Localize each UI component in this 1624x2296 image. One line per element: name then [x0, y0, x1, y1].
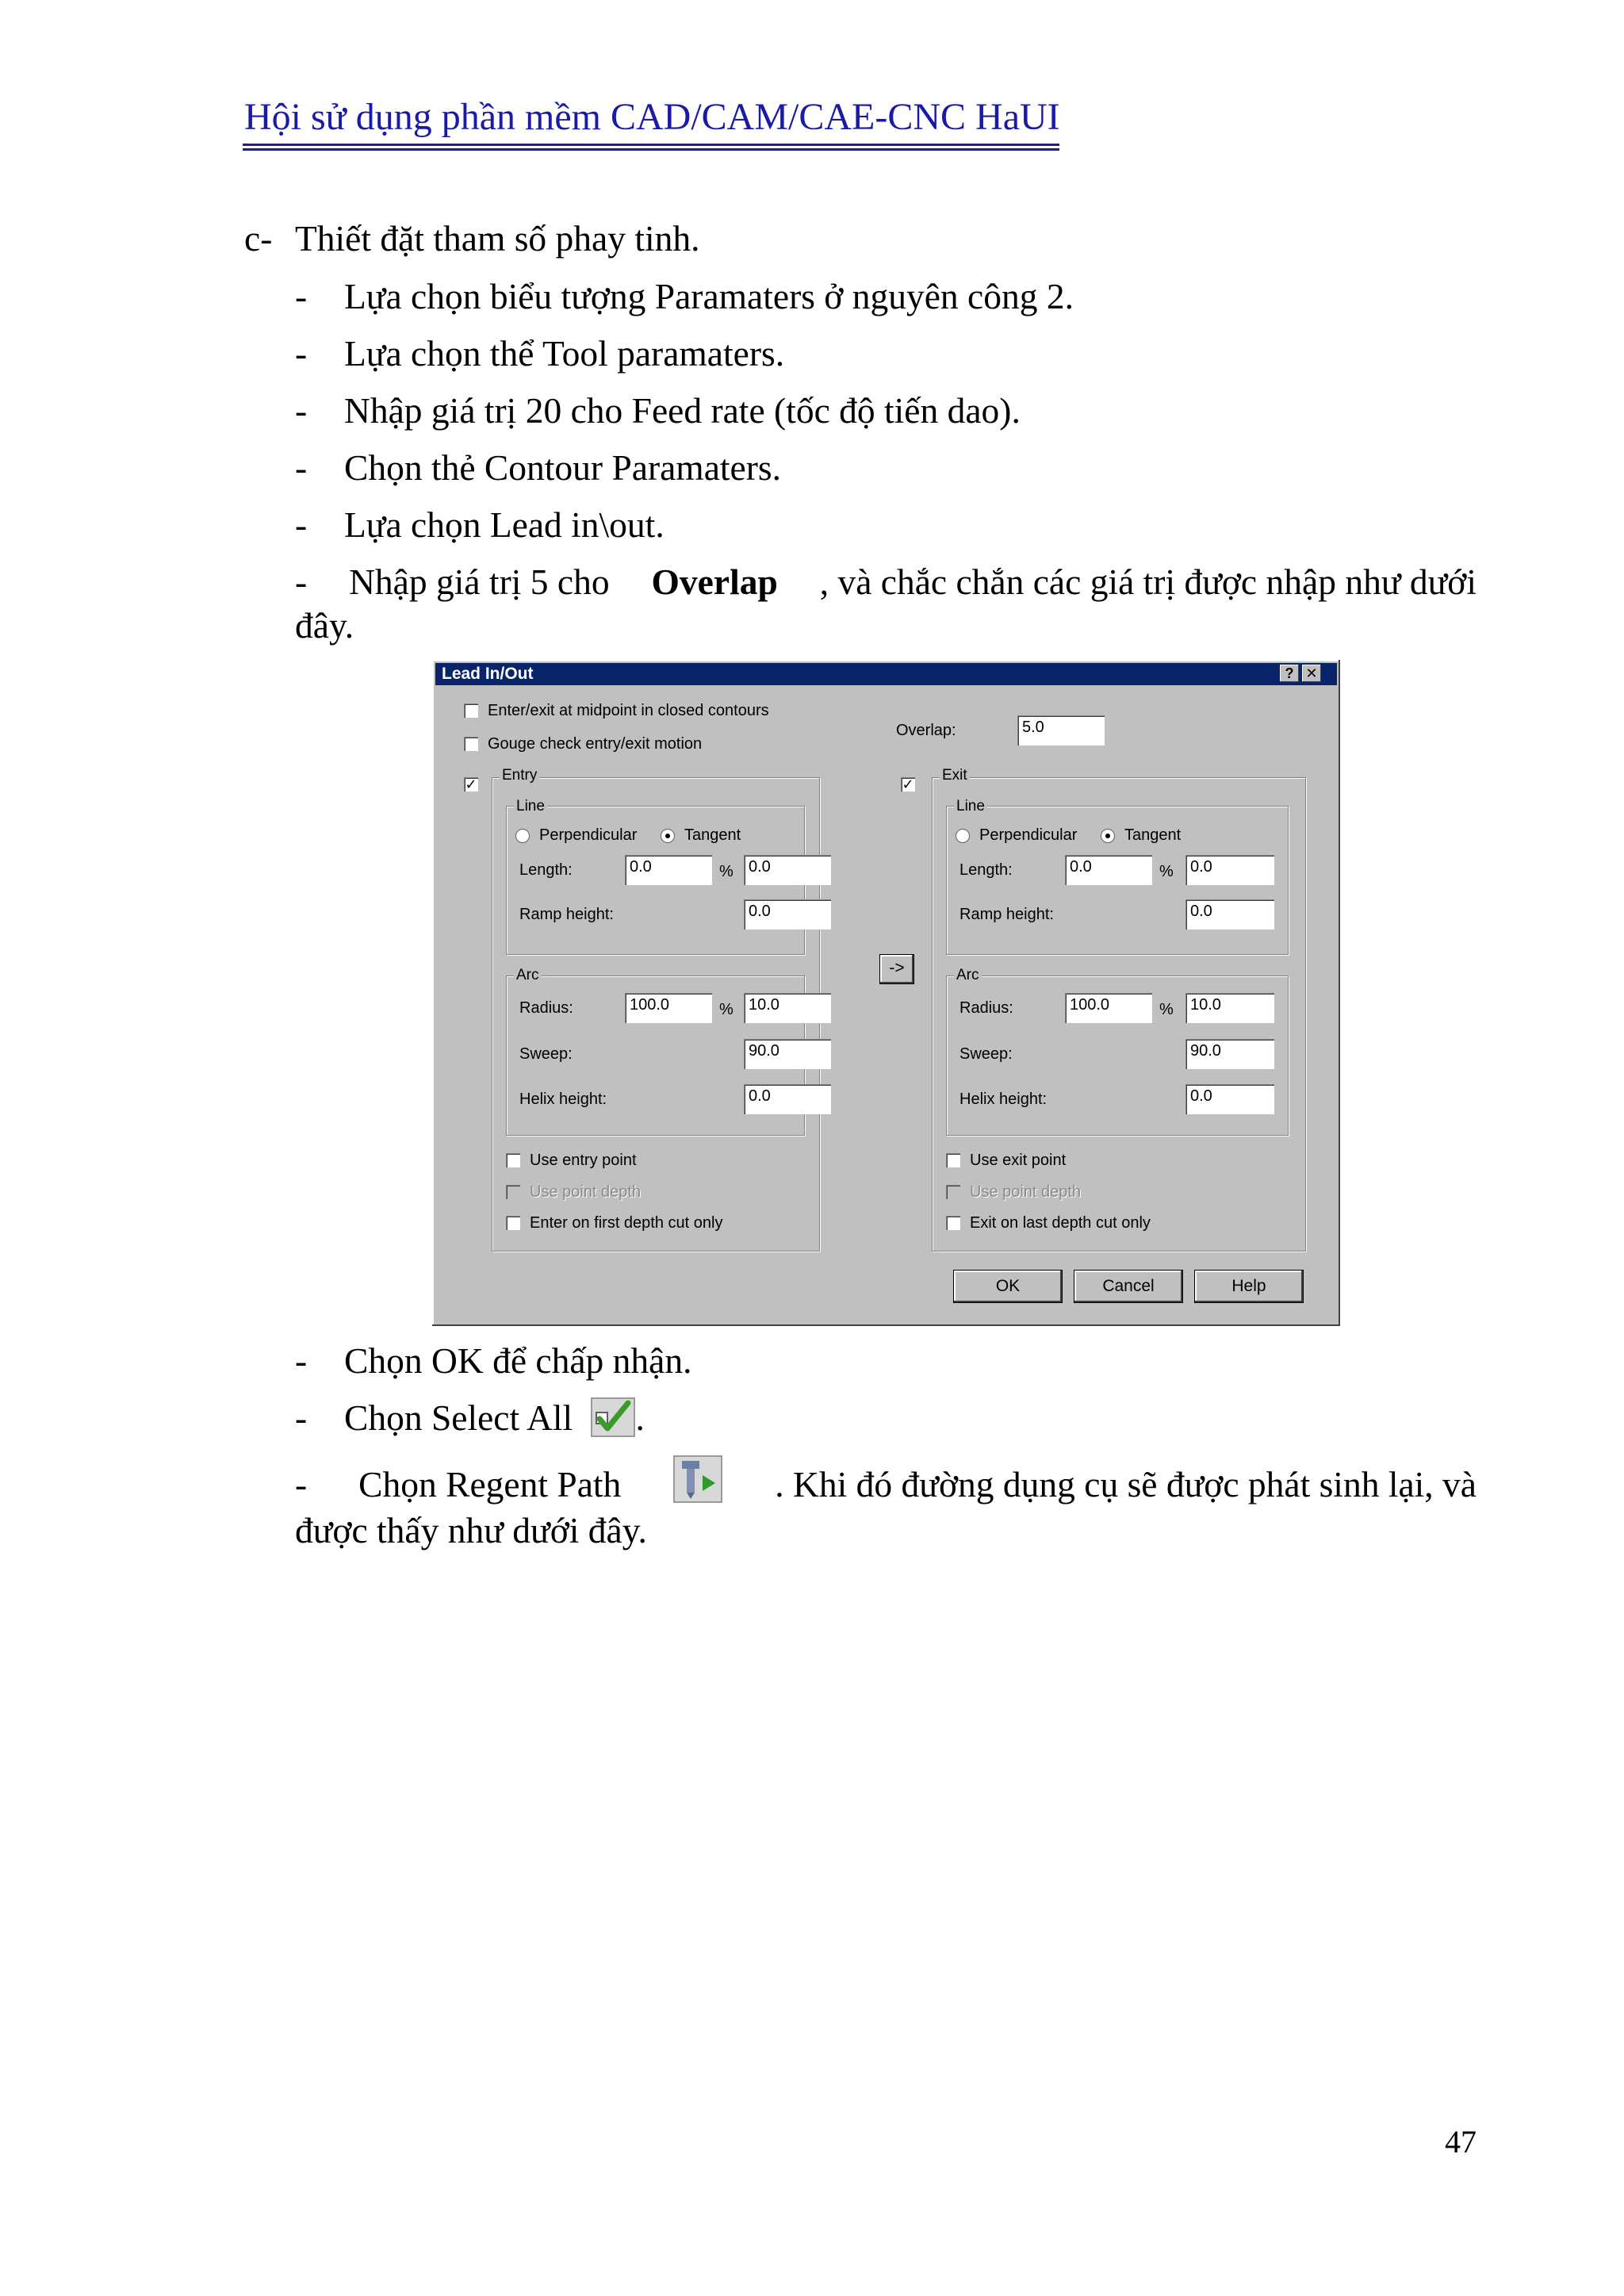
use-entry-point-checkbox[interactable] [506, 1153, 520, 1167]
exit-tangent-radio[interactable] [1101, 829, 1115, 843]
page-header: Hội sử dụng phần mềm CAD/CAM/CAE-CNC HaUI [244, 96, 1060, 138]
entry-ramp-input[interactable]: 0.0 [744, 899, 831, 930]
step-item: Nhập giá trị 20 cho Feed rate (tốc độ tiến dao). [344, 390, 1021, 431]
copy-entry-to-exit-button[interactable]: -> [880, 955, 914, 983]
header-rule-2 [243, 148, 1059, 151]
step-item: Chọn thẻ Contour Paramaters. [344, 447, 781, 488]
entry-ramp-label: Ramp height: [519, 906, 614, 923]
entry-sweep-label: Sweep: [519, 1045, 573, 1063]
exit-length-pct-symbol: % [1159, 863, 1174, 880]
entry-perpendicular-label: Perpendicular [539, 826, 638, 844]
step-item: Lựa chọn biểu tượng Paramaters ở nguyên công 2. [344, 276, 1074, 316]
step-overlap: - Nhập giá trị 5 cho Overlap , và chắc chắn các giá trị được nhập như dưới đây. [295, 562, 1477, 646]
step-item: Lựa chọn Lead in\out. [344, 504, 665, 545]
close-button[interactable]: ✕ [1302, 665, 1321, 682]
exit-sweep-input[interactable]: 90.0 [1185, 1039, 1274, 1069]
exit-length-input[interactable]: 0.0 [1065, 855, 1152, 885]
entry-tangent-radio[interactable] [661, 829, 675, 843]
exit-perpendicular-label: Perpendicular [979, 826, 1078, 844]
entry-sweep-input[interactable]: 90.0 [744, 1039, 831, 1069]
section-title: Thiết đặt tham số phay tinh. [295, 218, 700, 259]
exit-length-pct-input[interactable]: 0.0 [1185, 855, 1274, 885]
cancel-button[interactable]: Cancel [1074, 1271, 1182, 1302]
header-rule [243, 144, 1059, 146]
dialog-titlebar [435, 663, 1337, 685]
exit-use-point-depth-checkbox [946, 1185, 960, 1199]
entry-arc-label: Arc [514, 967, 542, 984]
exit-sweep-label: Sweep: [959, 1045, 1013, 1063]
exit-line-label: Line [954, 798, 987, 815]
exit-use-point-depth-label: Use point depth [970, 1183, 1082, 1201]
use-exit-point-label: Use exit point [970, 1152, 1067, 1169]
exit-radius-pct-symbol: % [1159, 1001, 1174, 1018]
exit-group-label: Exit [940, 767, 970, 784]
help-title-button[interactable]: ? [1280, 665, 1299, 682]
enter-first-depth-checkbox[interactable] [506, 1216, 520, 1230]
exit-length-label: Length: [959, 861, 1013, 879]
entry-line-label: Line [514, 798, 547, 815]
exit-radius-label: Radius: [959, 999, 1013, 1017]
entry-radius-input[interactable]: 100.0 [625, 993, 712, 1023]
lead-in-out-dialog [432, 660, 1340, 1326]
step-select-all: Chọn Select All . [344, 1397, 645, 1438]
page-number: 47 [1445, 2124, 1477, 2160]
entry-use-point-depth-checkbox [506, 1185, 520, 1199]
exit-perpendicular-radio[interactable] [956, 829, 970, 843]
step-regen-path: - Chọn Regent Path . Khi đó đường dụng cụ sẽ được phát sinh lại, và được thấy như dưới đây. [295, 1459, 1477, 1552]
entry-group-label: Entry [500, 767, 539, 784]
help-button[interactable]: Help [1195, 1271, 1303, 1302]
overlap-label: Overlap: [896, 722, 956, 739]
entry-helix-label: Helix height: [519, 1091, 607, 1108]
exit-tangent-label: Tangent [1124, 826, 1182, 844]
entry-length-input[interactable]: 0.0 [625, 855, 712, 885]
entry-length-label: Length: [519, 861, 573, 879]
overlap-bold: Overlap [651, 562, 778, 602]
exit-last-depth-label: Exit on last depth cut only [970, 1214, 1151, 1232]
entry-use-point-depth-label: Use point depth [530, 1183, 642, 1201]
entry-radius-pct-input[interactable]: 10.0 [744, 993, 831, 1023]
enter-exit-midpoint-label: Enter/exit at midpoint in closed contours [488, 702, 769, 719]
enter-exit-midpoint-checkbox[interactable] [464, 703, 478, 718]
entry-perpendicular-radio[interactable] [515, 829, 530, 843]
exit-radius-input[interactable]: 100.0 [1065, 993, 1152, 1023]
exit-helix-input[interactable]: 0.0 [1185, 1084, 1274, 1114]
entry-helix-input[interactable]: 0.0 [744, 1084, 831, 1114]
exit-ramp-label: Ramp height: [959, 906, 1054, 923]
entry-radius-pct-symbol: % [719, 1001, 733, 1018]
check-select-all-icon [590, 1397, 636, 1438]
gouge-check-checkbox[interactable] [464, 737, 478, 751]
use-entry-point-label: Use entry point [530, 1152, 637, 1169]
regen-path-icon [672, 1455, 723, 1504]
enter-first-depth-label: Enter on first depth cut only [530, 1214, 723, 1232]
exit-checkbox[interactable]: ✓ [902, 776, 914, 792]
entry-checkbox[interactable]: ✓ [465, 776, 477, 792]
gouge-check-label: Gouge check entry/exit motion [488, 735, 703, 753]
entry-length-pct-symbol: % [719, 863, 733, 880]
exit-radius-pct-input[interactable]: 10.0 [1185, 993, 1274, 1023]
section-marker: c- [244, 218, 273, 259]
exit-last-depth-checkbox[interactable] [946, 1216, 960, 1230]
step-item: Chọn OK để chấp nhận. [344, 1340, 692, 1381]
overlap-input[interactable]: 5.0 [1017, 715, 1105, 746]
use-exit-point-checkbox[interactable] [946, 1153, 960, 1167]
ok-button[interactable]: OK [954, 1271, 1062, 1302]
entry-tangent-label: Tangent [684, 826, 741, 844]
exit-helix-label: Helix height: [959, 1091, 1048, 1108]
entry-length-pct-input[interactable]: 0.0 [744, 855, 831, 885]
step-item: Lựa chọn thể Tool paramaters. [344, 333, 785, 374]
dialog-title: Lead In/Out [442, 665, 534, 683]
exit-ramp-input[interactable]: 0.0 [1185, 899, 1274, 930]
exit-arc-label: Arc [954, 967, 982, 984]
entry-radius-label: Radius: [519, 999, 573, 1017]
